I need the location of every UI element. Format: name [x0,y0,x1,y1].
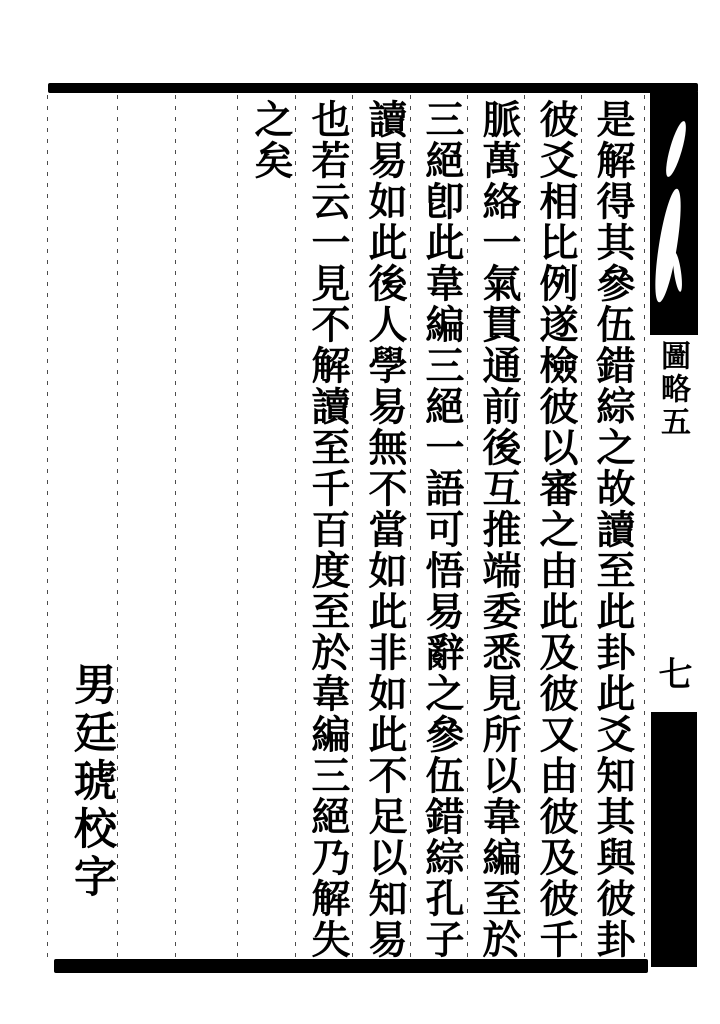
text-column-2: 彼爻相比例遂檢彼以審之由此及彼又由彼及彼千 [533,99,579,960]
scan-smudge [671,252,683,293]
text-column-1: 是解得其參伍錯綜之故讀至此卦此爻知其與彼卦 [590,99,636,960]
top-border-rule [48,83,698,93]
text-column-4: 三絕卽此韋編三絕一語可悟易辭之參伍錯綜孔子 [419,99,465,960]
volume-label: 圖略五 [655,340,690,439]
scan-smudge [662,119,690,178]
margin-bar-bottom [651,712,697,967]
text-column-6: 也若云一見不解讀至千百度至於韋編三絕乃解失 [305,99,351,960]
text-column-5: 讀易如此後人學易無不當如此非如此不足以知易 [362,99,408,960]
column-separator [47,95,48,959]
column-separator [175,95,176,959]
text-column-3: 脈萬絡一氣貫通前後互推端委悉見所以韋編至於 [476,99,522,960]
colophon-column: 男廷琥校字 [67,662,117,902]
column-separator [644,95,645,959]
text-column-7: 之矣 [248,99,294,181]
column-separator [237,95,238,959]
margin-bar-top [650,92,698,335]
bottom-border-rule [54,959,648,973]
page-number: 七 [652,656,692,690]
